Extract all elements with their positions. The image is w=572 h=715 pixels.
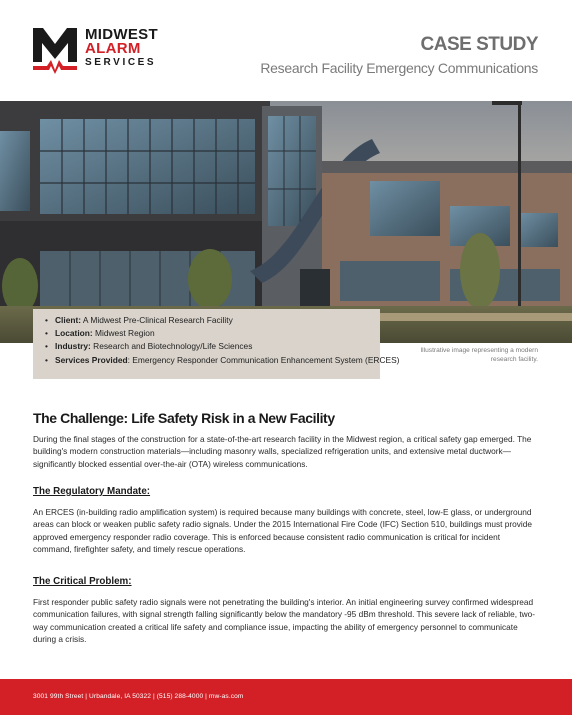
- document-type-label: CASE STUDY: [420, 34, 538, 55]
- info-value: Research and Biotechnology/Life Sciences: [90, 341, 253, 352]
- critical-problem-heading: The Critical Problem:: [33, 576, 132, 587]
- challenge-heading: The Challenge: Life Safety Risk in a New Facility: [33, 410, 335, 426]
- info-item-client: [55, 314, 370, 327]
- info-value: A Midwest Pre-Clinical Research Facility: [81, 315, 233, 325]
- info-value: Midwest Region: [92, 328, 155, 339]
- info-item-industry: [55, 340, 370, 353]
- footer-contact-text: 3001 99th Street | Urbandale, IA 50322 | (515) 288-4000 | mw-as.com: [33, 693, 244, 700]
- info-value: : Emergency Responder Communication Enhancement System (ERCES): [127, 354, 400, 365]
- image-caption: Illustrative image representing a modern research facility.: [420, 347, 538, 363]
- m-monogram-logo-icon: [33, 28, 77, 74]
- info-label: Services Provided: [55, 354, 128, 365]
- project-info-list: [43, 314, 400, 367]
- project-info-box: [33, 309, 400, 379]
- logo-line-services: SERVICES: [85, 57, 157, 68]
- page-footer: [0, 679, 572, 715]
- regulatory-mandate-paragraph: An ERCES (in-building radio amplification system) is required because many buildings with concrete, steel, low-E glass, or underground areas can block or weaken public safety radio signals. Under the 2015 International Fire Code (IFC) Section 510, buildings must provide approved emergency responder radio coverage. This is enforced because consistent radio communication is critical for incident command, firefighter safety, and timely rescue operations.: [33, 507, 533, 555]
- document-subtitle: Research Facility Emergency Communications: [260, 60, 538, 76]
- page-header: [0, 0, 572, 100]
- challenge-intro-paragraph: During the final stages of the construction for a state-of-the-art research facility in the Midwest region, a critical safety gap emerged. The building's modern construction materials—including masonry walls, specialized refrigeration units, and extensive metal ductwork—significantly blocked essential over-the-air (OTA) wireless communications.: [33, 434, 532, 469]
- logo-line-alarm: ALARM: [85, 40, 141, 57]
- hero-image: [0, 101, 572, 343]
- company-logo: [33, 28, 183, 78]
- logo-line-midwest: MIDWEST: [85, 26, 158, 43]
- info-label: Location:: [55, 328, 93, 339]
- critical-problem-paragraph: First responder public safety radio signals were not penetrating the building's interior. An initial engineering survey confirmed widespread communication failures, with signal strength falling significantly below the mandatory -95 dBm threshold. This severe lack of reliable, two-way communication created a critical life safety and compliance issue, impacting the ability of emergency personnel to communicate during a crisis.: [33, 597, 536, 645]
- logo-wordmark: [85, 28, 158, 69]
- info-item-location: [55, 327, 370, 340]
- info-label: Client:: [55, 315, 82, 325]
- info-label: Industry:: [55, 341, 91, 352]
- regulatory-mandate-heading: The Regulatory Mandate:: [33, 486, 151, 497]
- info-item-services: [55, 354, 400, 367]
- building-photo: [0, 101, 572, 343]
